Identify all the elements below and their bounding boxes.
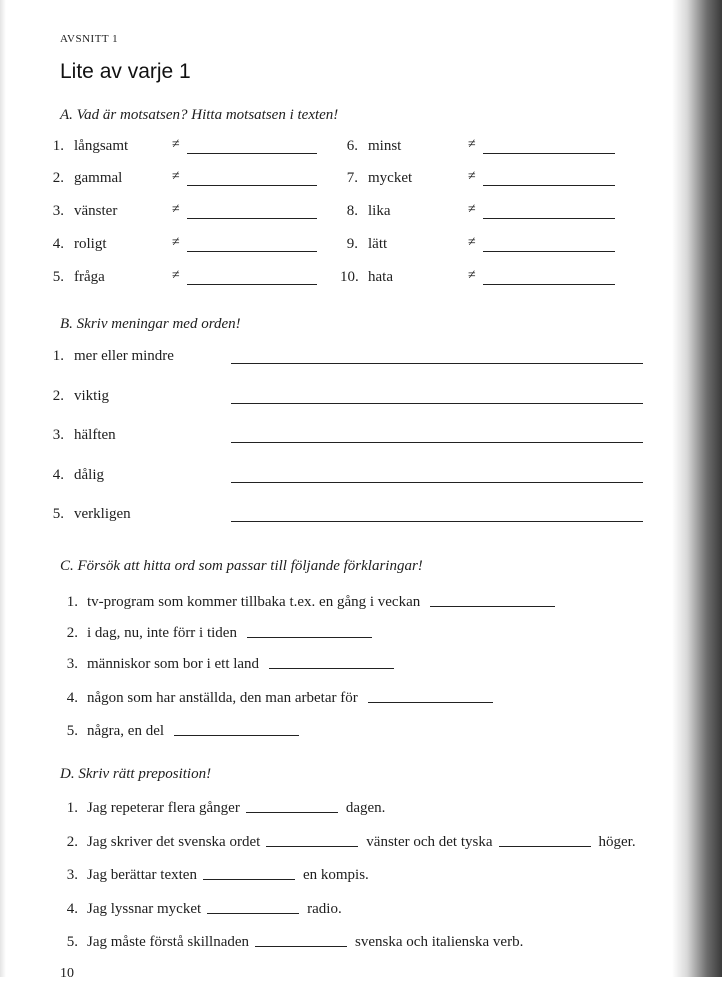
item-number: 1. xyxy=(66,594,78,610)
item-text: någon som har anställda, den man arbetar för xyxy=(87,690,358,706)
sentence-item xyxy=(46,348,646,368)
not-equal-sign: ≠ xyxy=(172,235,180,250)
item-number: 2. xyxy=(52,388,64,404)
sentence-part: radio. xyxy=(307,901,342,917)
answer-blank[interactable] xyxy=(255,946,347,947)
item-number: 2. xyxy=(52,170,64,186)
item-word: minst xyxy=(368,138,402,154)
sentence-part: dagen. xyxy=(345,800,386,816)
opposite-item xyxy=(46,269,346,289)
answer-blank[interactable] xyxy=(246,812,338,813)
answer-blank[interactable] xyxy=(483,218,615,219)
preposition-item xyxy=(64,867,369,884)
opposite-item xyxy=(46,138,346,158)
item-word: vänster xyxy=(74,203,118,219)
item-word: långsamt xyxy=(74,138,129,154)
preposition-item xyxy=(64,934,523,951)
page-title: Lite av varje 1 xyxy=(60,60,191,83)
not-equal-sign: ≠ xyxy=(468,137,476,152)
answer-blank[interactable] xyxy=(368,702,493,703)
preposition-item xyxy=(64,800,385,817)
item-number: 10. xyxy=(340,269,359,285)
answer-blank[interactable] xyxy=(187,218,317,219)
page-gutter xyxy=(0,0,6,977)
item-number: 3. xyxy=(52,427,64,443)
item-word: viktig xyxy=(74,388,110,404)
item-word: lätt xyxy=(368,236,388,252)
item-number: 2. xyxy=(66,625,78,641)
item-word: gammal xyxy=(74,170,123,186)
item-text: människor som bor i ett land xyxy=(87,656,260,672)
sentence-part: en kompis. xyxy=(302,867,369,883)
answer-line[interactable] xyxy=(231,363,643,364)
section-a-heading: A. Vad är motsatsen? Hitta motsatsen i texten! xyxy=(60,107,339,123)
sentence-part: höger. xyxy=(598,834,636,850)
item-word: hata xyxy=(368,269,393,285)
sentence-part: Jag måste förstå skillnaden xyxy=(87,934,250,950)
not-equal-sign: ≠ xyxy=(172,137,180,152)
preposition-item xyxy=(64,901,342,918)
item-number: 3. xyxy=(52,203,64,219)
opposite-item xyxy=(340,170,640,190)
item-number: 5. xyxy=(66,934,78,950)
sentence-item xyxy=(46,467,646,487)
not-equal-sign: ≠ xyxy=(172,202,180,217)
sentence-item xyxy=(46,506,646,526)
section-d-heading: D. Skriv rätt preposition! xyxy=(60,766,212,782)
answer-blank[interactable] xyxy=(483,251,615,252)
answer-blank[interactable] xyxy=(187,284,317,285)
answer-blank[interactable] xyxy=(483,185,615,186)
answer-blank[interactable] xyxy=(269,668,394,669)
answer-line[interactable] xyxy=(231,403,643,404)
not-equal-sign: ≠ xyxy=(172,268,180,283)
answer-line[interactable] xyxy=(231,521,643,522)
opposite-item xyxy=(340,138,640,158)
item-word: dålig xyxy=(74,467,104,483)
item-number: 5. xyxy=(66,723,78,739)
item-number: 8. xyxy=(346,203,358,219)
answer-line[interactable] xyxy=(231,482,643,483)
answer-blank[interactable] xyxy=(266,846,358,847)
answer-blank[interactable] xyxy=(207,913,299,914)
definition-item xyxy=(64,656,398,673)
sentence-part: vänster och det tyska xyxy=(366,834,493,850)
item-number: 5. xyxy=(52,506,64,522)
sentence-item xyxy=(46,427,646,447)
definition-item xyxy=(64,594,559,611)
item-number: 5. xyxy=(52,269,64,285)
item-text: tv-program som kommer tillbaka t.ex. en gång i veckan xyxy=(87,594,421,610)
preposition-item xyxy=(64,834,636,851)
answer-blank[interactable] xyxy=(187,185,317,186)
item-word: lika xyxy=(368,203,391,219)
answer-blank[interactable] xyxy=(430,606,555,607)
item-number: 7. xyxy=(346,170,358,186)
opposite-item xyxy=(46,236,346,256)
page-edge-shadow xyxy=(672,0,722,977)
answer-blank[interactable] xyxy=(174,735,299,736)
sentence-item xyxy=(46,388,646,408)
item-word: mycket xyxy=(368,170,413,186)
item-number: 9. xyxy=(346,236,358,252)
item-word: roligt xyxy=(74,236,107,252)
sentence-part: Jag berättar texten xyxy=(87,867,197,883)
item-text: i dag, nu, inte förr i tiden xyxy=(87,625,237,641)
item-number: 1. xyxy=(66,800,78,816)
section-c-heading: C. Försök att hitta ord som passar till följande förklaringar! xyxy=(60,558,423,574)
answer-blank[interactable] xyxy=(499,846,591,847)
not-equal-sign: ≠ xyxy=(468,202,476,217)
answer-blank[interactable] xyxy=(187,153,317,154)
opposite-item xyxy=(340,203,640,223)
page-number: 10 xyxy=(60,966,74,981)
chapter-label: AVSNITT 1 xyxy=(60,33,119,45)
item-number: 4. xyxy=(52,467,64,483)
item-number: 1. xyxy=(52,138,64,154)
item-word: hälften xyxy=(74,427,116,443)
not-equal-sign: ≠ xyxy=(172,169,180,184)
answer-blank[interactable] xyxy=(247,637,372,638)
not-equal-sign: ≠ xyxy=(468,235,476,250)
item-number: 4. xyxy=(66,690,78,706)
item-word: verkligen xyxy=(74,506,131,522)
answer-blank[interactable] xyxy=(203,879,295,880)
item-text: några, en del xyxy=(87,723,165,739)
opposite-item xyxy=(46,203,346,223)
opposite-item xyxy=(46,170,346,190)
item-number: 2. xyxy=(66,834,78,850)
not-equal-sign: ≠ xyxy=(468,268,476,283)
answer-blank[interactable] xyxy=(483,284,615,285)
opposite-item xyxy=(340,236,640,256)
item-word: fråga xyxy=(74,269,105,285)
section-b-heading: B. Skriv meningar med orden! xyxy=(60,316,241,332)
opposite-item xyxy=(340,269,640,289)
item-number: 4. xyxy=(52,236,64,252)
item-word: mer eller mindre xyxy=(74,348,174,364)
definition-item xyxy=(64,723,303,740)
sentence-part: svenska och italienska verb. xyxy=(355,934,524,950)
not-equal-sign: ≠ xyxy=(468,169,476,184)
item-number: 4. xyxy=(66,901,78,917)
answer-blank[interactable] xyxy=(483,153,615,154)
answer-line[interactable] xyxy=(231,442,643,443)
item-number: 1. xyxy=(52,348,64,364)
definition-item xyxy=(64,690,497,707)
item-number: 3. xyxy=(66,867,78,883)
sentence-part: Jag repeterar flera gånger xyxy=(87,800,240,816)
sentence-part: Jag skriver det svenska ordet xyxy=(87,834,261,850)
definition-item xyxy=(64,625,376,642)
sentence-part: Jag lyssnar mycket xyxy=(87,901,202,917)
answer-blank[interactable] xyxy=(187,251,317,252)
item-number: 6. xyxy=(346,138,358,154)
item-number: 3. xyxy=(66,656,78,672)
